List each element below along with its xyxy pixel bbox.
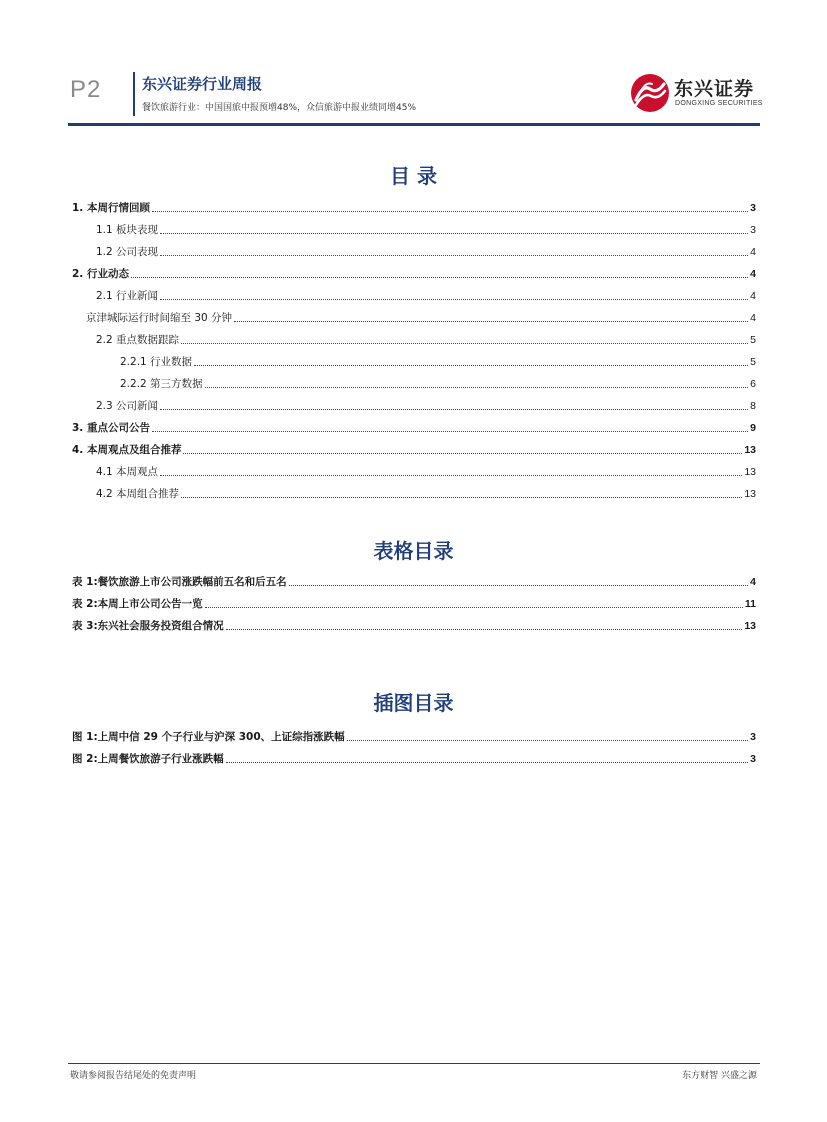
figures-toc-list xyxy=(72,722,756,766)
company-logo xyxy=(630,73,763,113)
table-toc-entry-label: 表 3:东兴社会服务投资组合情况 xyxy=(72,620,224,632)
toc-entry-page: 4 xyxy=(750,268,756,280)
toc-entry-page: 3 xyxy=(750,202,756,214)
toc-entry-label: 1.1 板块表现 xyxy=(96,224,159,236)
company-slogan: 东方财智 兴盛之源 xyxy=(682,1071,757,1081)
toc-list xyxy=(72,193,756,501)
footer-rule xyxy=(68,1063,760,1064)
toc-entry-page: 9 xyxy=(750,422,756,434)
table-toc-entry[interactable] xyxy=(72,611,756,633)
toc-entry-label: 2.2 重点数据跟踪 xyxy=(96,334,180,346)
figure-toc-entry[interactable] xyxy=(72,744,756,766)
toc-entry[interactable] xyxy=(72,413,756,435)
tables-toc-list xyxy=(72,567,756,633)
table-toc-entry[interactable] xyxy=(72,567,756,589)
table-toc-entry-page: 11 xyxy=(744,598,756,610)
report-subtitle: 餐饮旅游行业：中国国旅中报预增48%，众信旅游中报业绩同增45% xyxy=(142,103,417,113)
toc-entry-label: 2.2.1 行业数据 xyxy=(120,356,193,368)
figure-toc-entry-page: 3 xyxy=(750,731,756,743)
logo-chinese-name: 东兴证券 xyxy=(674,78,755,100)
logo-english-name: DONGXING SECURITIES xyxy=(675,100,763,107)
toc-entry[interactable] xyxy=(72,193,756,215)
header-divider xyxy=(133,72,135,116)
toc-entry[interactable] xyxy=(72,215,756,237)
toc-entry-page: 5 xyxy=(750,334,756,346)
toc-entry-label: 1. 本周行情回顾 xyxy=(72,202,150,214)
toc-entry-page: 4 xyxy=(750,312,756,324)
toc-entry-page: 13 xyxy=(744,444,756,456)
toc-entry-page: 3 xyxy=(750,224,756,236)
table-toc-entry-label: 表 2:本周上市公司公告一览 xyxy=(72,598,203,610)
dongxing-logo-icon xyxy=(630,73,670,113)
toc-entry-page: 4 xyxy=(750,246,756,258)
toc-entry-page: 5 xyxy=(750,356,756,368)
toc-entry-label: 2.3 公司新闻 xyxy=(96,400,159,412)
toc-entry-label: 京津城际运行时间缩至 30 分钟 xyxy=(86,312,233,324)
figures-toc-heading: 插图目录 xyxy=(373,691,454,715)
toc-entry-label: 4. 本周观点及组合推荐 xyxy=(72,444,182,456)
toc-entry[interactable] xyxy=(72,281,756,303)
toc-entry-label: 2.1 行业新闻 xyxy=(96,290,159,302)
table-toc-entry[interactable] xyxy=(72,589,756,611)
toc-entry-page: 6 xyxy=(750,378,756,390)
toc-heading: 目 录 xyxy=(390,164,437,188)
toc-entry-label: 2. 行业动态 xyxy=(72,268,129,280)
toc-entry[interactable] xyxy=(72,325,756,347)
toc-entry-page: 4 xyxy=(750,290,756,302)
toc-entry-label: 4.1 本周观点 xyxy=(96,466,159,478)
table-toc-entry-page: 13 xyxy=(744,620,756,632)
toc-entry[interactable] xyxy=(72,435,756,457)
toc-entry-label: 2.2.2 第三方数据 xyxy=(120,378,203,390)
toc-entry[interactable] xyxy=(72,479,756,501)
figure-toc-entry-label: 图 1:上周中信 29 个子行业与沪深 300、上证综指涨跌幅 xyxy=(72,731,345,743)
toc-entry-label: 4.2 本周组合推荐 xyxy=(96,488,180,500)
figure-toc-entry-page: 3 xyxy=(750,753,756,765)
toc-entry[interactable] xyxy=(72,457,756,479)
figure-toc-entry[interactable] xyxy=(72,722,756,744)
table-toc-entry-label: 表 1:餐饮旅游上市公司涨跌幅前五名和后五名 xyxy=(72,576,287,588)
toc-entry-label: 1.2 公司表现 xyxy=(96,246,159,258)
toc-entry-page: 13 xyxy=(744,466,756,478)
toc-entry[interactable] xyxy=(72,237,756,259)
page-number: P2 xyxy=(70,76,102,103)
toc-entry[interactable] xyxy=(72,347,756,369)
table-toc-entry-page: 4 xyxy=(750,576,756,588)
toc-entry[interactable] xyxy=(72,303,756,325)
report-title: 东兴证券行业周报 xyxy=(142,75,263,93)
toc-entry[interactable] xyxy=(72,259,756,281)
toc-entry-page: 8 xyxy=(750,400,756,412)
disclaimer-note: 敬请参阅报告结尾处的免责声明 xyxy=(70,1071,197,1081)
tables-toc-heading: 表格目录 xyxy=(373,539,454,563)
toc-entry[interactable] xyxy=(72,369,756,391)
toc-entry-page: 13 xyxy=(744,488,756,500)
toc-entry[interactable] xyxy=(72,391,756,413)
header-rule xyxy=(68,123,760,126)
toc-entry-label: 3. 重点公司公告 xyxy=(72,422,150,434)
figure-toc-entry-label: 图 2:上周餐饮旅游子行业涨跌幅 xyxy=(72,753,224,765)
